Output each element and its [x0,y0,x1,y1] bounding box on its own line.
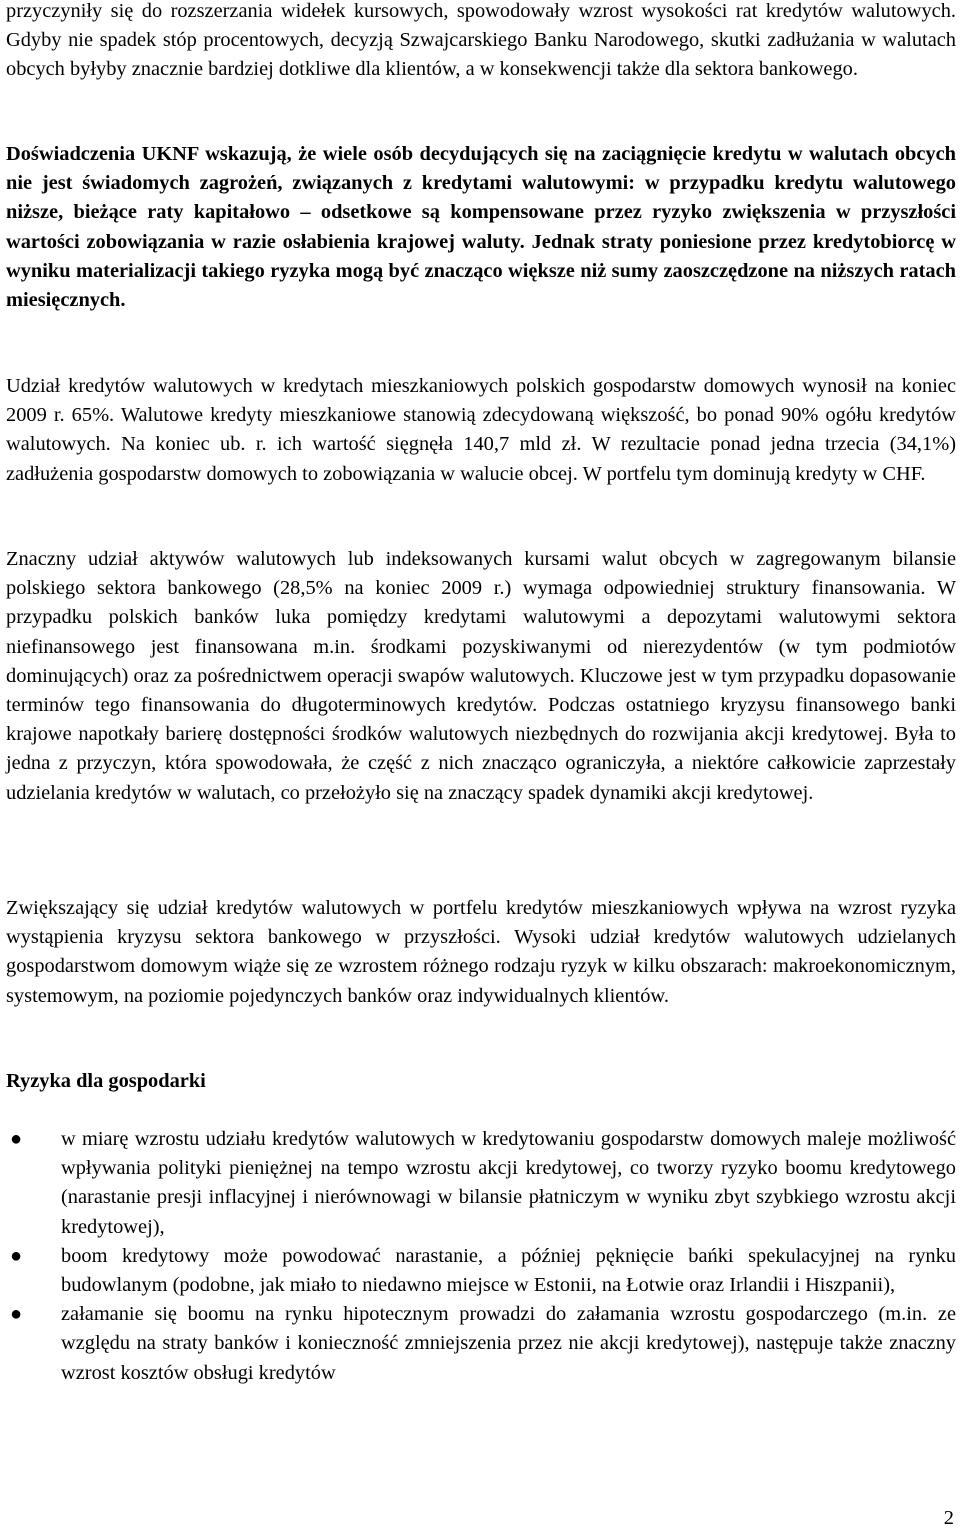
section-heading-economy-risks: Ryzyka dla gospodarki [6,1070,206,1092]
list-item [6,1125,956,1242]
paragraph-risk-growth: Zwiększający się udział kredytów walutowych w portfelu kredytów mieszkaniowych wpływa na wzrost ryzyka wystąpienia kryzysu sektora bankowego w przyszłości. Wysoki udział kredytów walutowych udzielanych gospodarstwom domowym wiąże się ze wzrostem różnego rodzaju ryzyk w kilku obszarach: makroekonomicznym, systemowym, na poziomie pojedynczych banków oraz indywidualnych klientów. [6,897,956,1007]
bullet-icon: ● [9,1128,23,1150]
list-item-text: w miarę wzrostu udziału kredytów walutowych w kredytowaniu gospodarstw domowych maleje możliwość wpływania polityki pieniężnej na tempo wzrostu akcji kredytowej, co tworzy ryzyko boomu kredytowego (narastanie presji inflacyjnej i nierównowagi w bilansie płatniczym w wyniku zbyt szybkiego wzrostu akcji kredytowej), [61,1128,956,1238]
risk-bullet-list [6,1125,956,1388]
bullet-icon: ● [9,1244,23,1267]
paragraph-funding-structure: Znaczny udział aktywów walutowych lub indeksowanych kursami walut obcych w zagregowanym bilansie polskiego sektora bankowego (28,5% na koniec 2009 r.) wymaga odpowiedniej struktury finansowania. W przypadku polskich banków luka pomiędzy kredytami walutowymi a depozytami walutowymi sektora niefinansowego jest finansowana m.in. środkami pozyskiwanymi od nierezydentów (w tym podmiotów dominujących) oraz za pośrednictwem operacji swapów walutowych. Kluczowe jest w tym przypadku dopasowanie terminów tego finansowania do długoterminowych kredytów. Podczas ostatniego kryzysu finansowego banki krajowe napotkały barierę dostępności środków walutowych niezbędnych do rozwijania akcji kredytowej. Była to jedna z przyczyn, która spowodowała, że część z nich znacząco ograniczyła, a niektóre całkowicie zaprzestały udzielania kredytów w walutach, co przełożyło się na znaczący spadek dynamiki akcji kredytowej. [6,548,956,804]
paragraph-uknf-experience: Doświadczenia UKNF wskazują, że wiele osób decydujących się na zaciągnięcie kredytu w walutach obcych nie jest świadomych zagrożeń, związanych z kredytami walutowymi: w przypadku kredytu walutowego niższe, bieżące raty kapitałowo – odsetkowe są kompensowane przez ryzyko zwiększenia w przyszłości wartości zobowiązania w razie osłabienia krajowej waluty. Jednak straty poniesione przez kredytobiorcę w wyniku materializacji takiego ryzyka mogą być znacząco większe niż sumy zaoszczędzone na niższych ratach miesięcznych. [6,143,956,312]
list-item [6,1242,956,1300]
list-item-text: załamanie się boomu na rynku hipotecznym prowadzi do załamania wzrostu gospodarczego (m.in. ze względu na straty banków i konieczność zmniejszenia przez nie akcji kredytowej), następuje także znaczny wzrost kosztów obsługi kredytów [61,1303,956,1384]
list-item [6,1300,956,1388]
bullet-icon: ● [9,1303,23,1326]
list-item-text: boom kredytowy może powodować narastanie, a później pęknięcie bańki spekulacyjnej na rynku budowlanym (podobne, jak miało to niedawno miejsce w Estonii, na Łotwie oraz Irlandii i Hiszpanii), [61,1244,956,1297]
page-number: 2 [943,1507,954,1529]
paragraph-currency-loan-share: Udział kredytów walutowych w kredytach mieszkaniowych polskich gospodarstw domowych wynosił na koniec 2009 r. 65%. Walutowe kredyty mieszkaniowe stanowią zdecydowaną większość, bo ponad 90% ogółu kredytów walutowych. Na koniec ub. r. ich wartość sięgnęła 140,7 mld zł. W rezultacie ponad jedna trzecia (34,1%) zadłużenia gospodarstw domowych to zobowiązania w walucie obcej. W portfelu tym dominują kredyty w CHF. [6,375,956,485]
paragraph-intro-continuation: przyczyniły się do rozszerzania widełek kursowych, spowodowały wzrost wysokości rat kredytów walutowych. Gdyby nie spadek stóp procentowych, decyzją Szwajcarskiego Banku Narodowego, skutki zadłużania w walutach obcych byłyby znacznie bardziej dotkliwe dla klientów, a w konsekwencji także dla sektora bankowego. [6,0,956,81]
